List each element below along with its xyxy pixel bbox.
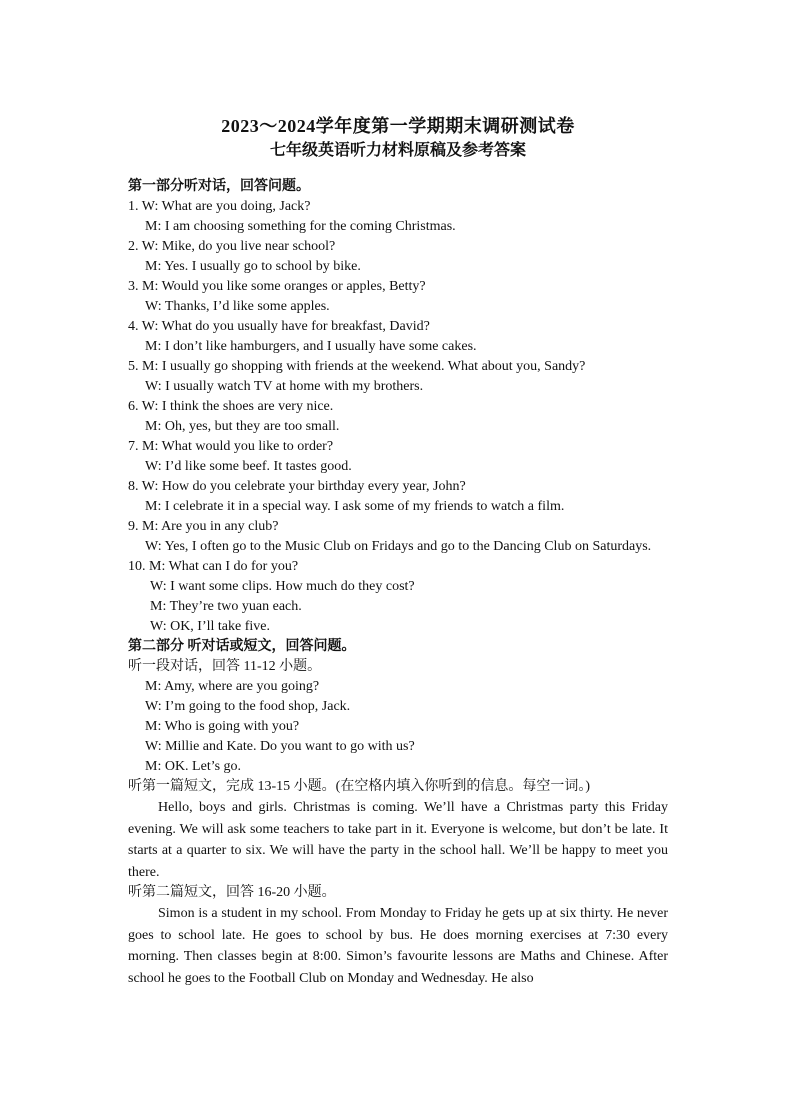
- dialogue-line: W: Millie and Kate. Do you want to go with us?: [145, 739, 415, 754]
- answer-line: M: I don’t like hamburgers, and I usually have some cakes.: [145, 339, 477, 354]
- passage1-text: Hello, boys and girls. Christmas is coming. We’ll have a Christmas party this Friday evening. We will ask some teachers to take part in it. Everyone is welcome, but don’t be late. It starts at a quarter to six. We will have the party in the school hall. We’ll be happy to meet you there.: [128, 800, 668, 880]
- answer-line: M: I celebrate it in a special way. I ask some of my friends to watch a film.: [145, 499, 565, 514]
- answer-line: M: I am choosing something for the coming Christmas.: [145, 219, 456, 234]
- answer-line: M: Oh, yes, but they are too small.: [145, 419, 340, 434]
- page-subtitle: 七年级英语听力材料原稿及参考答案: [269, 142, 526, 159]
- part1-heading: 第一部分听对话，回答问题。: [128, 179, 310, 194]
- dialogue-instruction: 听一段对话，回答 11-12 小题。: [128, 659, 322, 674]
- question-line: 6. W: I think the shoes are very nice.: [128, 399, 334, 414]
- part2-heading: 第二部分 听对话或短文，回答问题。: [128, 639, 356, 654]
- question-line: 3. M: Would you like some oranges or apples, Betty?: [128, 279, 426, 294]
- dialogue-line: W: I’m going to the food shop, Jack.: [145, 699, 351, 714]
- dialogue-line: M: Who is going with you?: [145, 719, 300, 734]
- answer-line: W: Yes, I often go to the Music Club on Fridays and go to the Dancing Club on Saturdays.: [145, 539, 652, 554]
- question-line: 9. M: Are you in any club?: [128, 519, 279, 534]
- dialogue-line: M: Amy, where are you going?: [145, 679, 320, 694]
- page-title: 2023～2024学年度第一学期期末调研测试卷: [221, 116, 575, 136]
- question-line: 1. W: What are you doing, Jack?: [128, 199, 311, 214]
- question-line: 8. W: How do you celebrate your birthday every year, John?: [128, 479, 466, 494]
- answer-line: W: I’d like some beef. It tastes good.: [145, 459, 352, 474]
- passage2-text: Simon is a student in my school. From Monday to Friday he gets up at six thirty. He never goes to school late. He goes to school by bus. He does morning exercises at 7:30 every morning. Then classes begin at 8:00. Simon’s favourite lessons are Maths and Chinese. After school he goes to the Football Club on Monday and Wednesday. He also: [128, 906, 668, 986]
- question-line: 10. M: What can I do for you?: [128, 559, 299, 574]
- answer-line: W: I want some clips. How much do they cost?: [150, 579, 415, 594]
- passage2-instruction: 听第二篇短文，回答 16-20 小题。: [128, 885, 336, 900]
- answer-line: W: OK, I’ll take five.: [150, 619, 270, 634]
- question-line: 2. W: Mike, do you live near school?: [128, 239, 336, 254]
- passage1-instruction: 听第一篇短文，完成 13-15 小题。(在空格内填入你听到的信息。每空一词。): [128, 779, 590, 794]
- dialogue-line: M: OK. Let’s go.: [145, 759, 242, 774]
- question-line: 5. M: I usually go shopping with friends at the weekend. What about you, Sandy?: [128, 359, 586, 374]
- answer-line: M: Yes. I usually go to school by bike.: [145, 259, 361, 274]
- question-line: 4. W: What do you usually have for breakfast, David?: [128, 319, 430, 334]
- answer-line: W: I usually watch TV at home with my brothers.: [145, 379, 424, 394]
- question-line: 7. M: What would you like to order?: [128, 439, 334, 454]
- answer-line: W: Thanks, I’d like some apples.: [145, 299, 330, 314]
- answer-line: M: They’re two yuan each.: [150, 599, 302, 614]
